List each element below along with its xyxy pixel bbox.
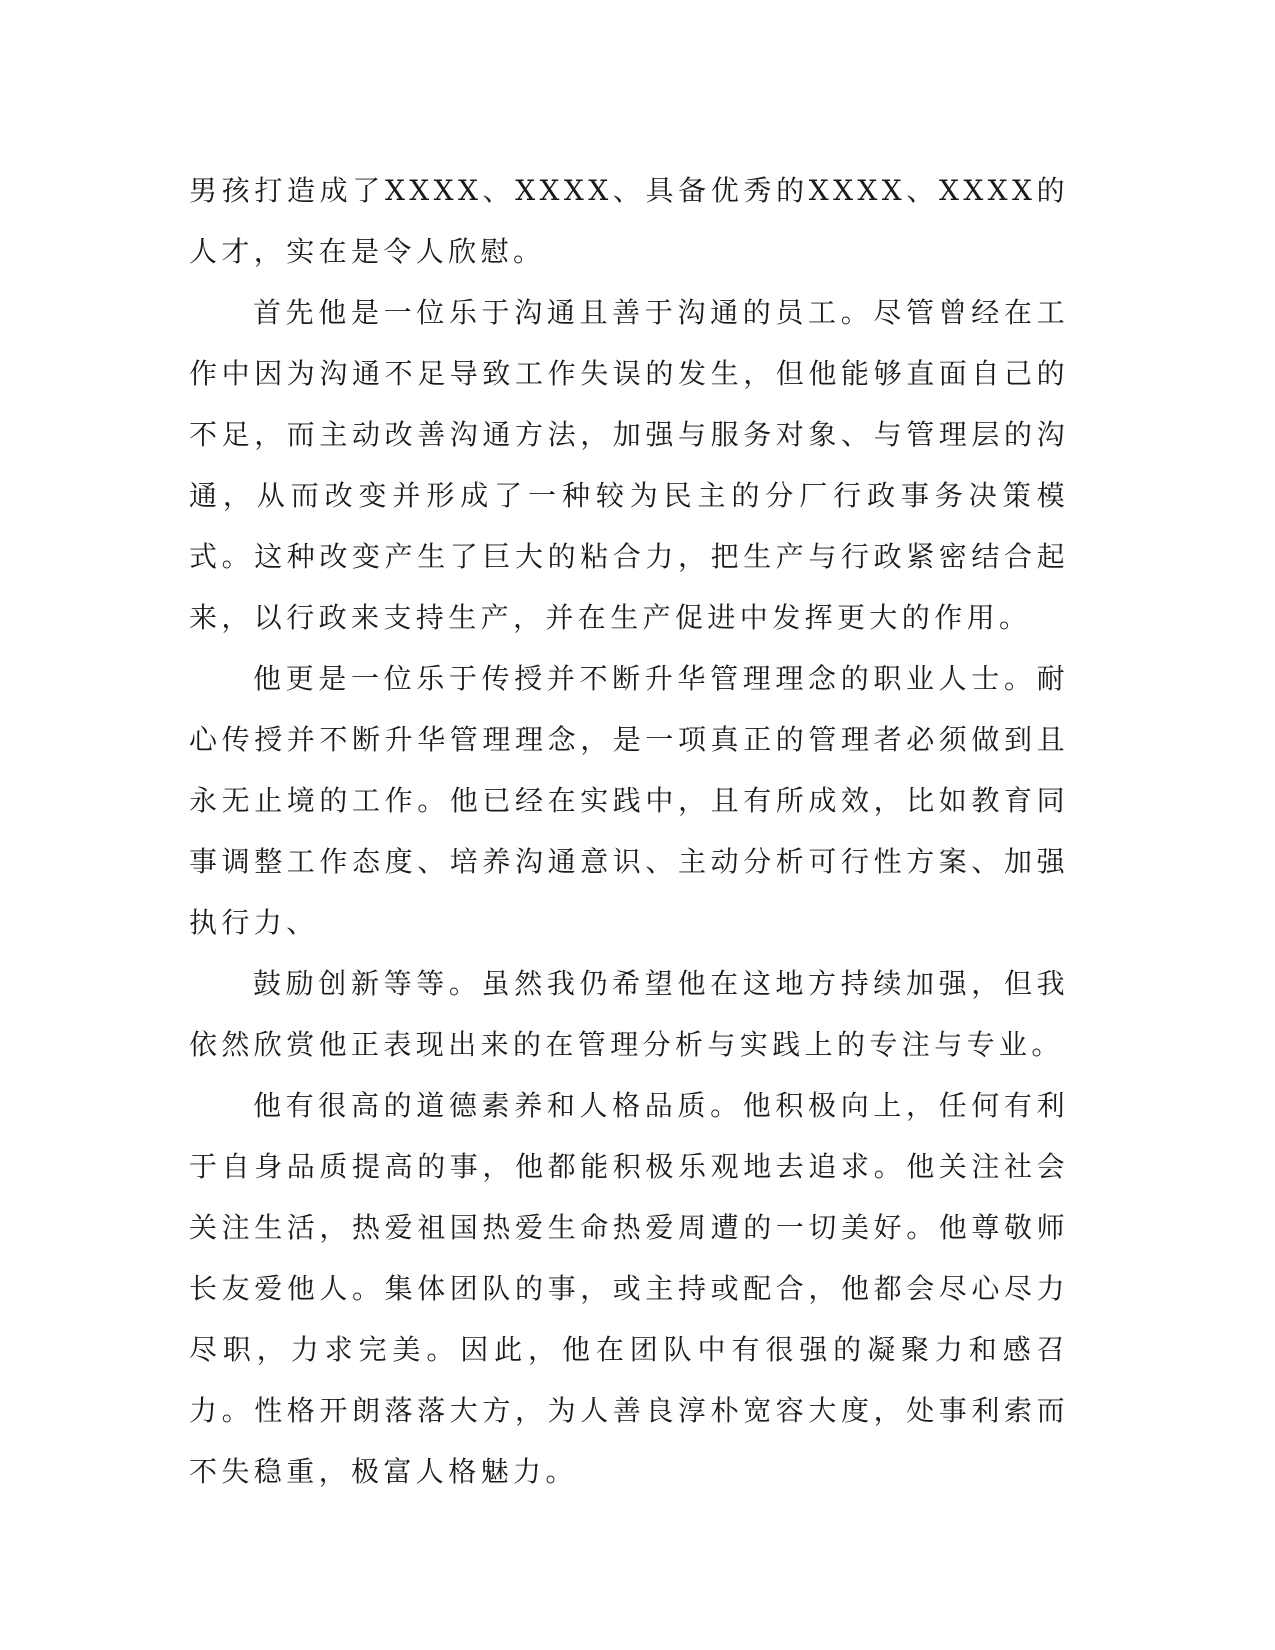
paragraph-3: 他更是一位乐于传授并不断升华管理理念的职业人士。耐心传授并不断升华管理理念，是一项真正的管理者必须做到且永无止境的工作。他已经在实践中，且有所成效，比如教育同事调整工作态度、培养沟通意识、主动分析可行性方案、加强执行力、 bbox=[189, 662, 1069, 939]
paragraph-1: 男孩打造成了XXXX、XXXX、具备优秀的XXXX、XXXX的人才，实在是令人欣慰。 bbox=[189, 174, 1069, 268]
document-body bbox=[189, 160, 1069, 1502]
paragraph-4: 鼓励创新等等。虽然我仍希望他在这地方持续加强，但我依然欣赏他正表现出来的在管理分析与实践上的专注与专业。 bbox=[189, 967, 1069, 1061]
paragraph-5: 他有很高的道德素养和人格品质。他积极向上，任何有利于自身品质提高的事，他都能积极乐观地去追求。他关注社会关注生活，热爱祖国热爱生命热爱周遭的一切美好。他尊敬师长友爱他人。集体团队的事，或主持或配合，他都会尽心尽力尽职，力求完美。因此，他在团队中有很强的凝聚力和感召力。性格开朗落落大方，为人善良淳朴宽容大度，处事利索而不失稳重，极富人格魅力。 bbox=[189, 1089, 1069, 1488]
paragraph-2: 首先他是一位乐于沟通且善于沟通的员工。尽管曾经在工作中因为沟通不足导致工作失误的发生，但他能够直面自己的不足，而主动改善沟通方法，加强与服务对象、与管理层的沟通，从而改变并形成了一种较为民主的分厂行政事务决策模式。这种改变产生了巨大的粘合力，把生产与行政紧密结合起来，以行政来支持生产，并在生产促进中发挥更大的作用。 bbox=[189, 296, 1069, 634]
